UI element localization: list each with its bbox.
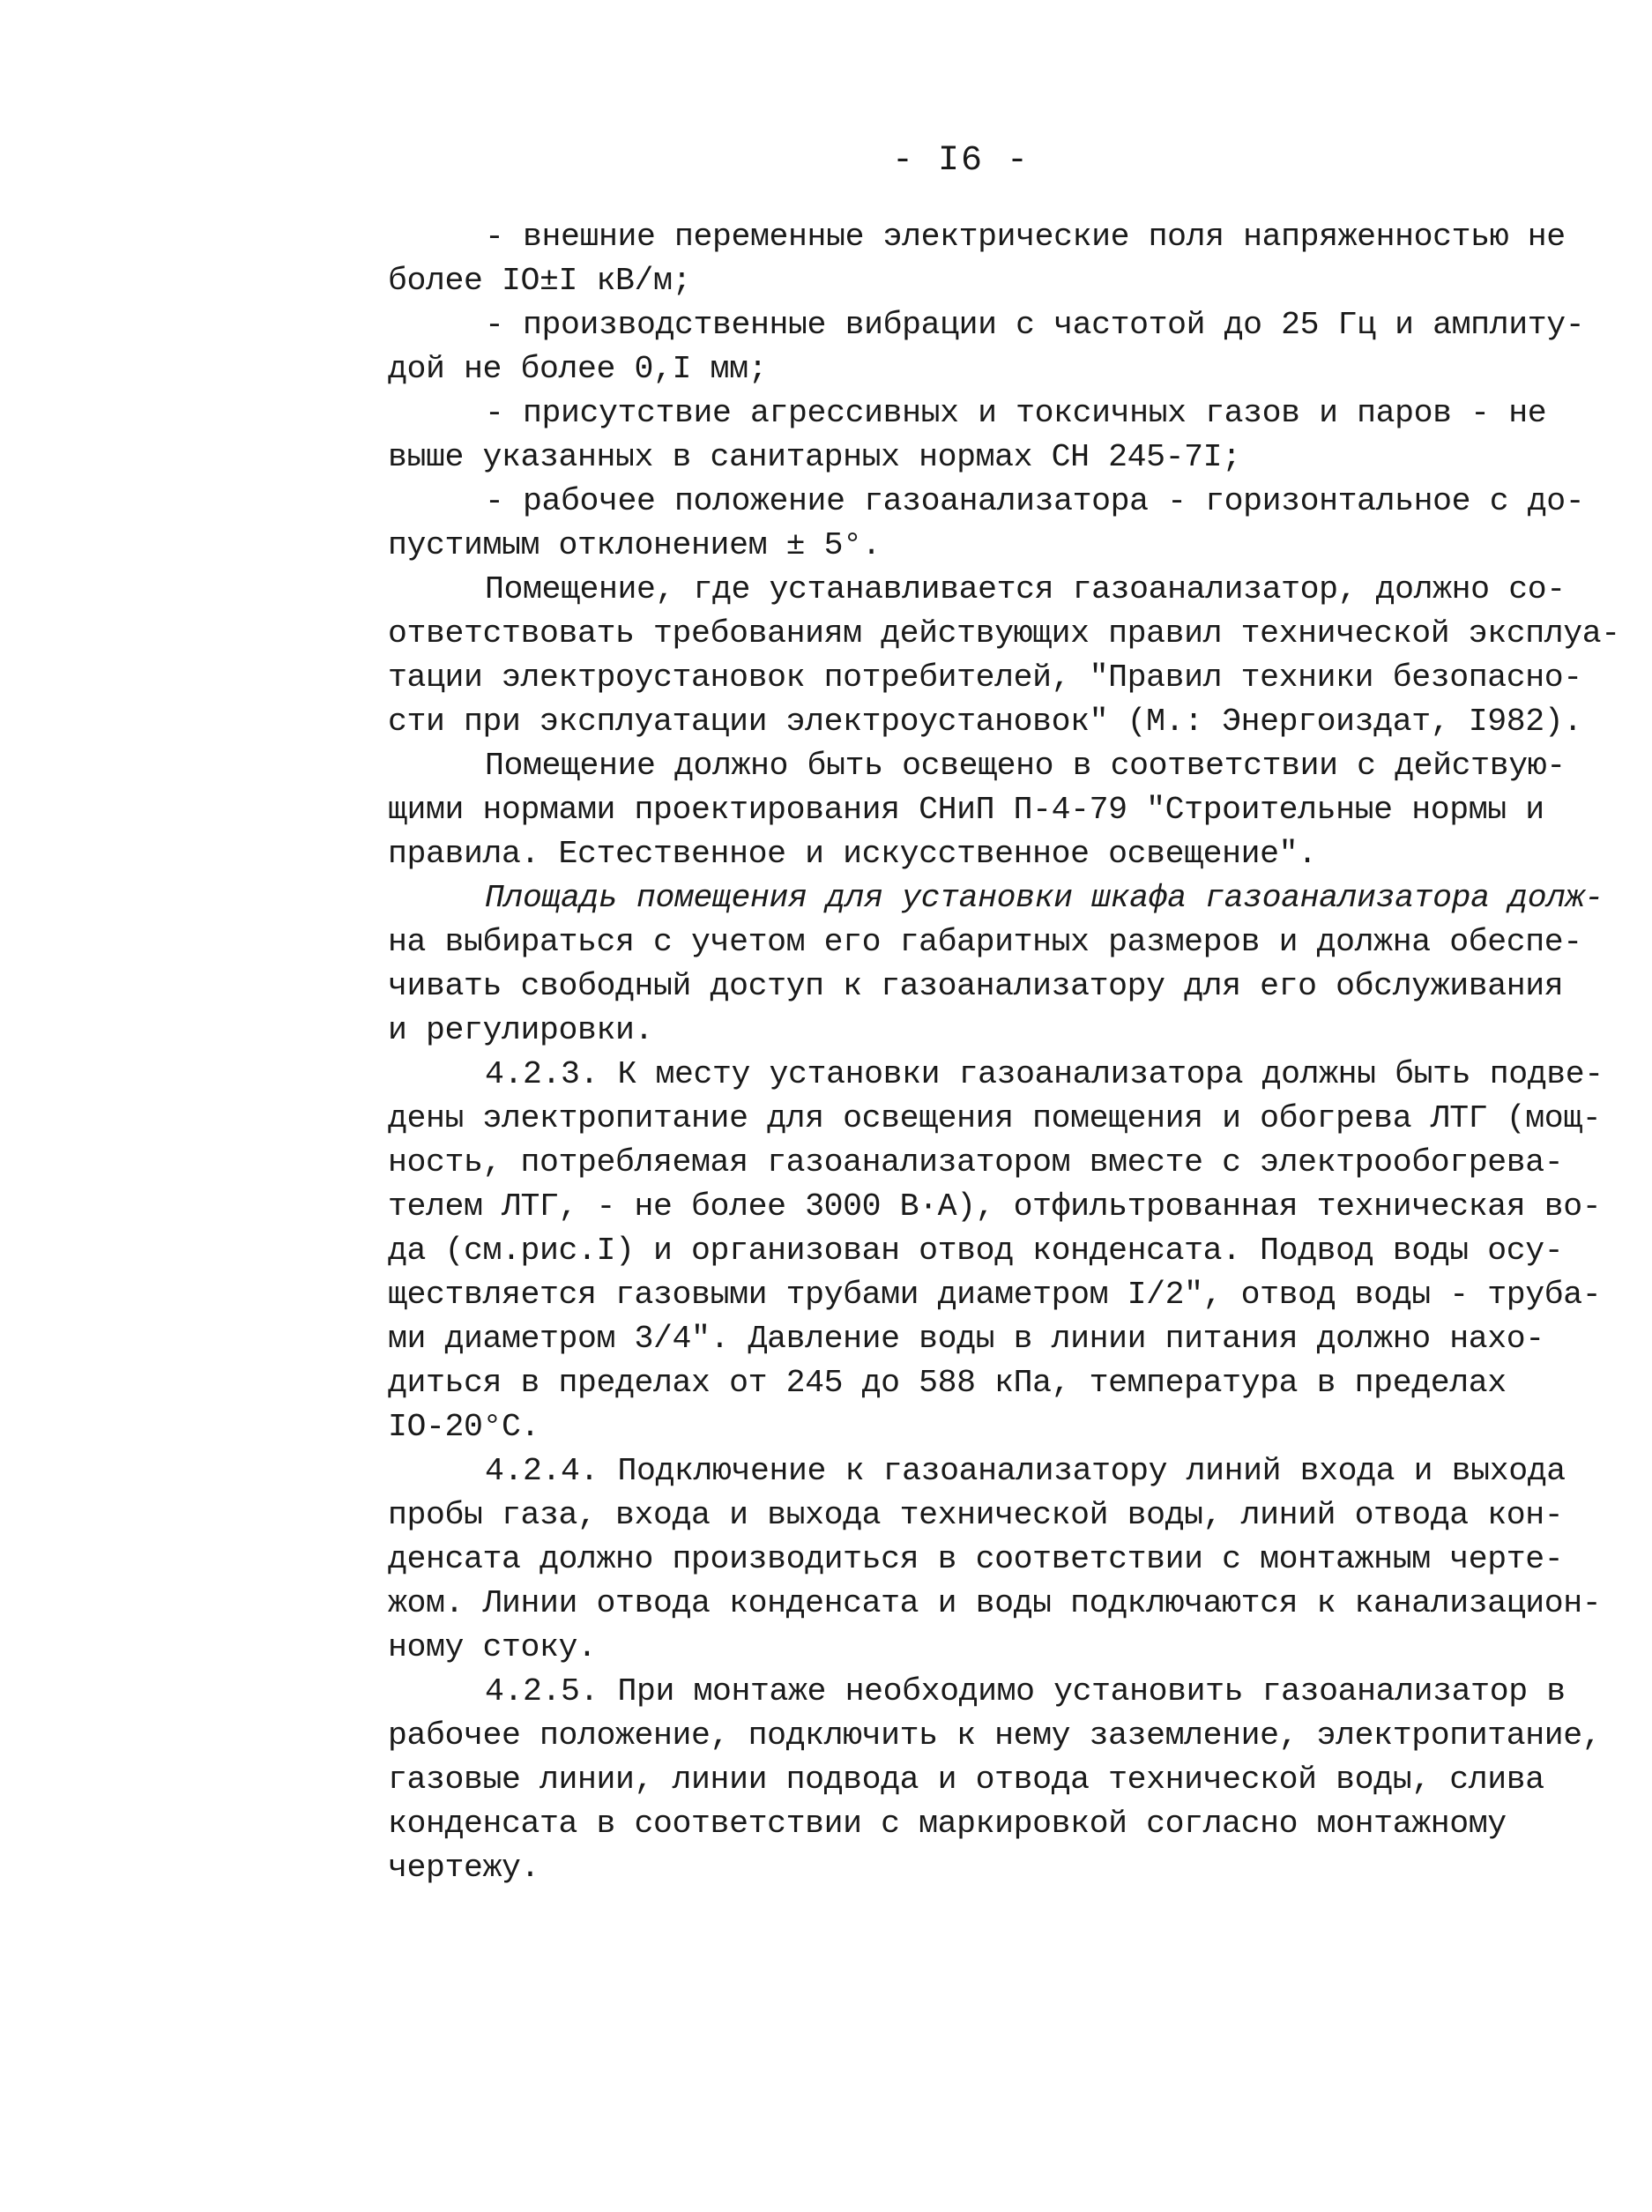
text-line: чертежу. bbox=[388, 1850, 540, 1886]
text-line: ответствовать требованиям действующих правил технической эксплуа- bbox=[388, 615, 1620, 652]
text-line: ществляется газовыми трубами диаметром I/2", отвод воды - труба- bbox=[388, 1277, 1602, 1313]
text-line: щими нормами проектирования СНиП П-4-79 "Строительные нормы и bbox=[388, 792, 1544, 828]
text-line: более IO±I кВ/м; bbox=[388, 263, 692, 299]
text-line: 4.2.5. При монтаже необходимо установить газоанализатор в bbox=[485, 1673, 1566, 1709]
text-line: сти при эксплуатации электроустановок" (М.: Энергоиздат, I982). bbox=[388, 704, 1582, 740]
text-line: 4.2.3. К месту установки газоанализатора должны быть подве- bbox=[485, 1056, 1604, 1092]
text-line: правила. Естественное и искусственное освещение". bbox=[388, 836, 1317, 872]
text-line: газовые линии, линии подвода и отвода технической воды, слива bbox=[388, 1761, 1544, 1798]
text-line: чивать свободный доступ к газоанализатору для его обслуживания bbox=[388, 968, 1564, 1004]
text-line: IO-20°С. bbox=[388, 1409, 540, 1445]
text-line: конденсата в соответствии с маркировкой согласно монтажному bbox=[388, 1806, 1507, 1842]
text-line: ми диаметром 3/4". Давление воды в линии питания должно нахо- bbox=[388, 1321, 1544, 1357]
text-line: денсата должно производиться в соответствии с монтажным черте- bbox=[388, 1541, 1564, 1577]
page-number bbox=[0, 141, 1652, 181]
text-line: выше указанных в санитарных нормах СН 245-7I; bbox=[388, 439, 1241, 475]
text-line: на выбираться с учетом его габаритных размеров и должна обеспе- bbox=[388, 924, 1582, 960]
text-line: дой не более 0,I мм; bbox=[388, 351, 768, 387]
text-line: рабочее положение, подключить к нему заземление, электропитание, bbox=[388, 1717, 1602, 1754]
page-number-text: - I6 - bbox=[891, 141, 1031, 181]
text-line: и регулировки. bbox=[388, 1012, 654, 1048]
text-line: Площадь помещения для установки шкафа газоанализатора долж- bbox=[485, 880, 1604, 916]
text-line: Помещение, где устанавливается газоанализатор, должно со- bbox=[485, 571, 1566, 607]
text-line: ность, потребляемая газоанализатором вместе с электрообогрева- bbox=[388, 1144, 1564, 1180]
text-line: - внешние переменные электрические поля напряженностью не bbox=[485, 219, 1566, 255]
text-line: - производственные вибрации с частотой до 25 Гц и амплиту- bbox=[485, 307, 1585, 343]
text-line: пустимым отклонением ± 5°. bbox=[388, 527, 882, 563]
text-line: - рабочее положение газоанализатора - горизонтальное с до- bbox=[485, 483, 1585, 519]
text-line: диться в пределах от 245 до 588 кПа, температура в пределах bbox=[388, 1365, 1507, 1401]
text-line: пробы газа, входа и выхода технической воды, линий отвода кон- bbox=[388, 1497, 1564, 1533]
text-line: ному стоку. bbox=[388, 1629, 597, 1665]
text-line: дены электропитание для освещения помещения и обогрева ЛТГ (мощ- bbox=[388, 1100, 1602, 1136]
text-line: телем ЛТГ, - не более 3000 В·А), отфильтрованная техническая во- bbox=[388, 1188, 1602, 1225]
text-line: тации электроустановок потребителей, "Правил техники безопасно- bbox=[388, 659, 1582, 696]
text-line: да (см.рис.I) и организован отвод конденсата. Подвод воды осу- bbox=[388, 1233, 1564, 1269]
text-line: жом. Линии отвода конденсата и воды подключаются к канализацион- bbox=[388, 1585, 1602, 1621]
text-line: 4.2.4. Подключение к газоанализатору линий входа и выхода bbox=[485, 1453, 1566, 1489]
text-line: - присутствие агрессивных и токсичных газов и паров - не bbox=[485, 395, 1547, 431]
text-line: Помещение должно быть освещено в соответствии с действую- bbox=[485, 748, 1566, 784]
body-text bbox=[388, 215, 1620, 1890]
